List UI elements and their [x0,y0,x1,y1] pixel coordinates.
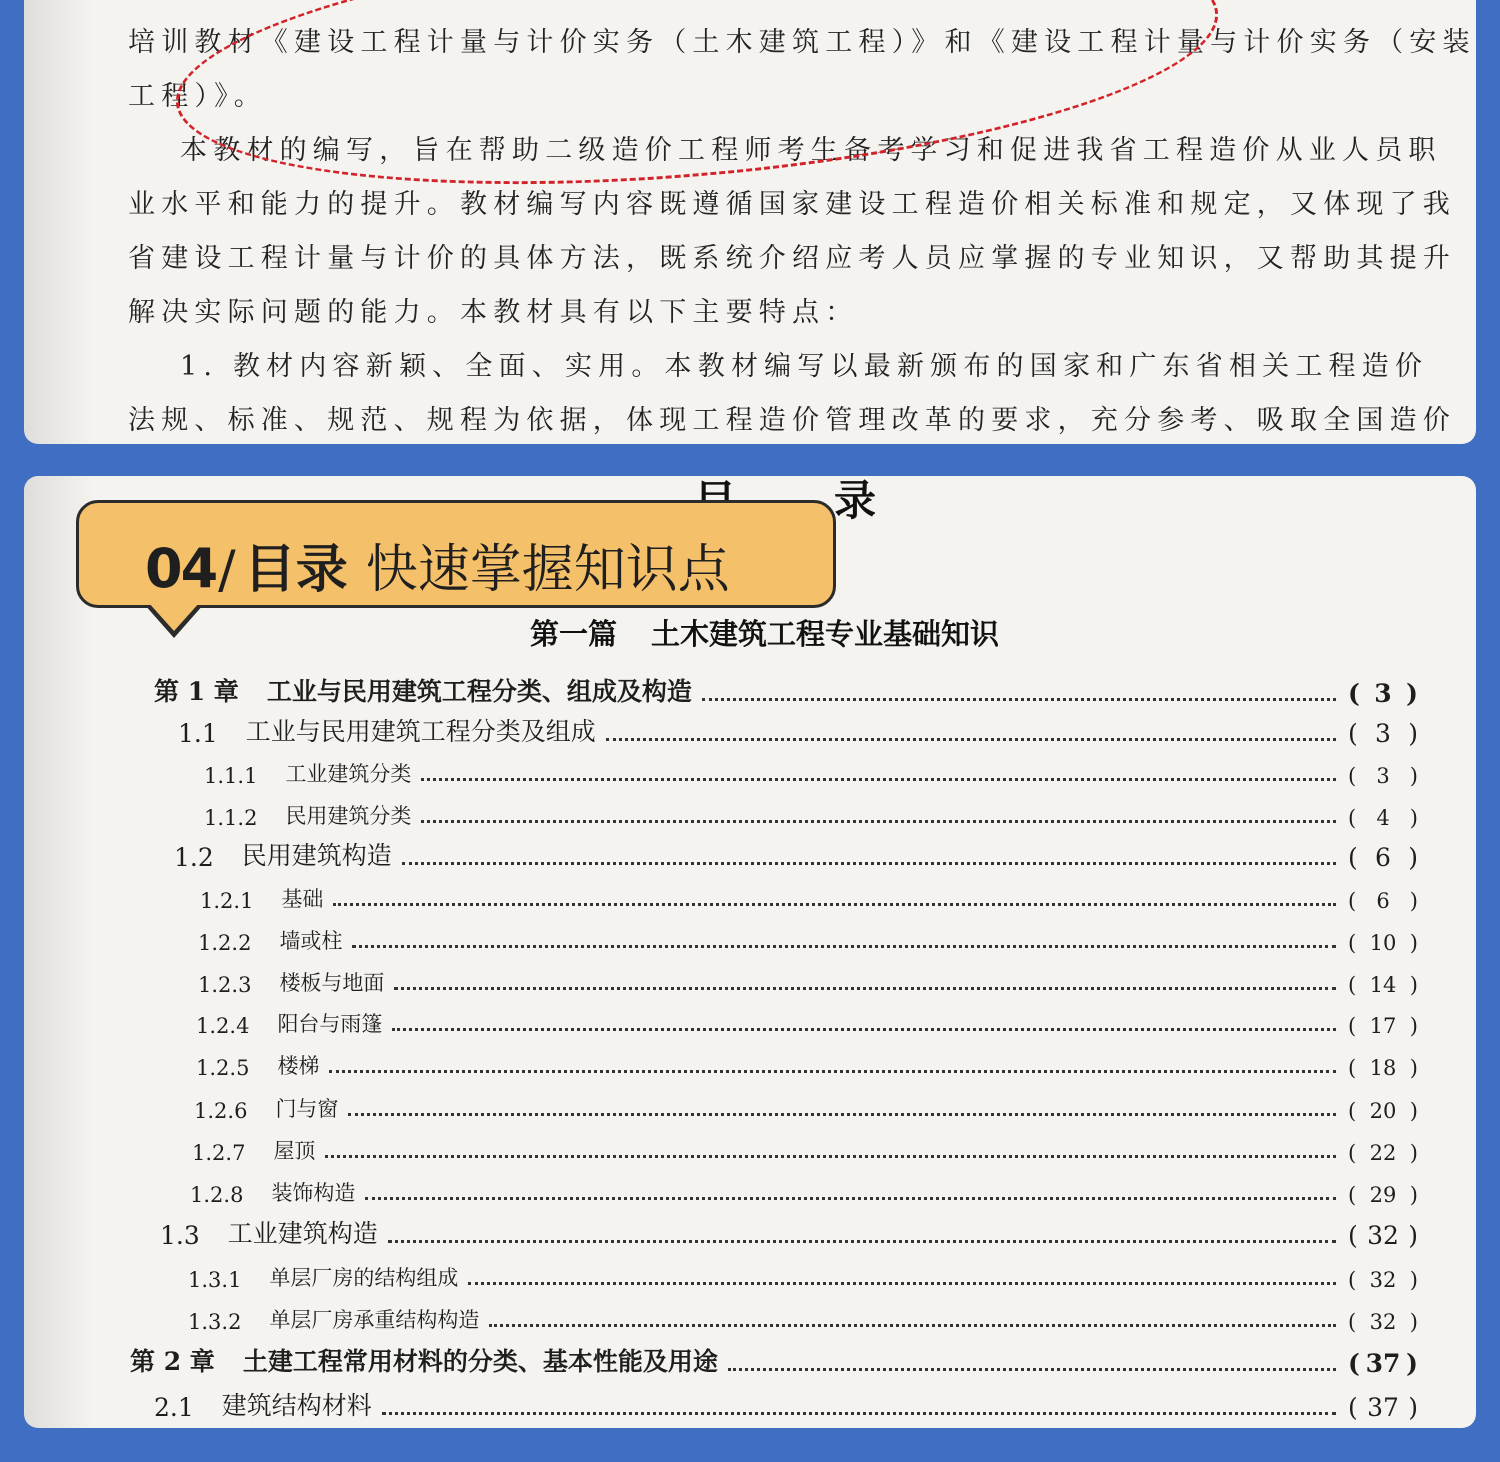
toc-leader-dots [606,738,1336,741]
preface-line: 业水平和能力的提升。教材编写内容既遵循国家建设工程造价相关标准和规定，又体现了我 [128,189,1456,220]
toc-entry-page [1348,1014,1418,1038]
toc-entry-number: 第 1 章 [154,677,239,706]
toc-entry-number: 1.2.8 [190,1183,244,1207]
toc-entry [188,1298,1418,1334]
toc-entry-page [1348,1221,1418,1250]
toc-leader-dots [421,778,1336,781]
badge-number: 04 [145,537,217,600]
toc-leader-dots [325,1155,1336,1158]
paren: ) [1409,1014,1418,1038]
toc-entry-title: 工业建筑构造 [227,1219,378,1248]
paren: ( [1348,1349,1360,1378]
toc-entry-number: 1.2.7 [192,1141,246,1165]
toc-entry-title: 工业建筑分类 [285,762,412,786]
toc-entry-page [1348,719,1418,748]
toc-entry-page [1348,1310,1418,1334]
toc-leader-dots [388,1240,1336,1243]
toc-entry [198,919,1418,955]
paren: ) [1409,764,1418,788]
preface-line: 省建设工程计量与计价的具体方法，既系统介绍应考人员应掌握的专业知识，又帮助其提升 [128,243,1456,274]
toc-entry [200,877,1418,913]
preface-line: 本教材的编写，旨在帮助二级造价工程师考生备考学习和促进我省工程造价从业人员职 [180,135,1442,166]
toc-page-number: 3 [1375,719,1391,748]
part-name: 土木建筑工程专业基础知识 [651,617,1000,651]
part-title [530,612,999,653]
toc-entry-title: 土建工程常用材料的分类、基本性能及用途 [242,1347,718,1376]
toc-entry-page [1348,1268,1418,1292]
paren: ) [1406,1349,1418,1378]
paren: ( [1348,719,1358,748]
part-number: 第一篇 [530,617,618,651]
toc-leader-dots [382,1412,1336,1415]
toc-entry-page [1348,806,1418,830]
paren: ( [1348,843,1358,872]
toc-leader-dots [402,862,1336,865]
paren: ) [1409,889,1418,913]
paren: ( [1348,1393,1358,1422]
toc-entry-number: 1.3.2 [188,1310,242,1334]
paren: ) [1409,1183,1418,1207]
toc-page-number: 4 [1376,806,1390,830]
paren: ) [1408,1393,1418,1422]
toc-page-number: 3 [1374,679,1392,708]
paren: ( [1348,889,1357,913]
badge-slash: / [218,540,236,600]
badge-label [145,527,730,602]
toc-page-number: 3 [1376,764,1390,788]
toc-entry-title: 单层厂房承重结构构造 [269,1308,480,1332]
toc-page-number: 22 [1369,1141,1397,1165]
toc-heading-char: 录 [834,476,877,525]
page-shadow [24,476,94,1428]
toc-entry-number: 1.3 [160,1221,200,1250]
toc-page-number: 10 [1369,931,1397,955]
toc-page-number: 32 [1369,1268,1397,1292]
paren: ) [1409,1141,1418,1165]
preface-line: 法规、标准、规范、规程为依据，体现工程造价管理改革的要求，充分参考、吸取全国造价 [128,405,1456,436]
toc-entry [204,794,1418,830]
toc-page-number: 37 [1365,1349,1401,1378]
paren: ( [1348,931,1357,955]
toc-entry [192,1129,1418,1165]
toc-entry-page [1348,679,1418,708]
toc-entry-number: 1.2.5 [196,1056,250,1080]
toc-entry-page [1348,931,1418,955]
toc-entry-number: 第 2 章 [130,1347,215,1376]
toc-entry-title: 门与窗 [275,1097,339,1121]
paren: ( [1348,1183,1357,1207]
paren: ( [1348,1141,1357,1165]
paren: ) [1408,843,1418,872]
toc-entry [194,1087,1418,1123]
toc-entry-page [1348,843,1418,872]
toc-leader-dots [392,1028,1336,1031]
toc-entry-page [1348,764,1418,788]
toc-entry-number: 1.3.1 [188,1268,242,1292]
toc-page-number: 32 [1369,1310,1397,1334]
toc-leader-dots [348,1113,1336,1116]
toc-entry-title: 单层厂房的结构组成 [269,1266,459,1290]
toc-entry-title: 屋顶 [273,1139,316,1163]
toc-entry-title: 楼梯 [277,1054,320,1078]
paren: ( [1348,1056,1357,1080]
toc-entry-title: 阳台与雨篷 [277,1012,383,1036]
badge-title: 目录 [243,540,348,600]
paren: ) [1409,1056,1418,1080]
paren: ) [1408,719,1418,748]
preface-page [24,0,1476,444]
toc-entry [160,1214,1418,1250]
toc-entry-page [1348,1056,1418,1080]
paren: ( [1348,973,1357,997]
paren: ( [1348,1014,1357,1038]
toc-entry-number: 1.2.6 [194,1099,248,1123]
toc-entry-number: 1.1.2 [204,806,258,830]
paren: ) [1406,679,1418,708]
toc-entry [174,836,1418,872]
paren: ( [1348,679,1360,708]
badge-subtitle: 快速掌握知识点 [365,540,730,600]
toc-entry [198,961,1418,997]
toc-entry-title: 工业与民用建筑工程分类、组成及构造 [266,677,692,706]
paren: ) [1409,1268,1418,1292]
toc-entry-page [1348,1349,1418,1378]
toc-entry-number: 1.2.1 [200,889,254,913]
paren: ( [1348,1268,1357,1292]
toc-entry-number: 1.2.4 [196,1014,250,1038]
toc-entry [196,1044,1418,1080]
preface-line: 培训教材《建设工程计量与计价实务（土木建筑工程）》和《建设工程计量与计价实务（安装 [128,27,1476,58]
toc-entry-number: 1.1.1 [204,764,258,788]
paren: ) [1409,1310,1418,1334]
toc-page-number: 6 [1376,889,1390,913]
toc-page-number: 6 [1375,843,1391,872]
toc-entry-number: 1.2.3 [198,973,252,997]
toc-page [24,476,1476,1428]
toc-page-number: 29 [1369,1183,1397,1207]
toc-entry-page [1348,1141,1418,1165]
section-badge [76,500,836,608]
toc-leader-dots [728,1368,1336,1371]
toc-page-number: 37 [1367,1393,1399,1422]
paren: ( [1348,1221,1358,1250]
paren: ( [1348,806,1357,830]
toc-entry-page [1348,973,1418,997]
toc-leader-dots [365,1197,1336,1200]
preface-line: 解决实际问题的能力。本教材具有以下主要特点： [128,297,859,328]
toc-page-number: 32 [1367,1221,1399,1250]
paren: ) [1409,1099,1418,1123]
toc-entry-page [1348,1099,1418,1123]
toc-entry-title: 楼板与地面 [279,971,385,995]
toc-entry-title: 装饰构造 [271,1181,356,1205]
toc-entry-number: 1.2 [174,843,214,872]
toc-page-number: 17 [1369,1014,1397,1038]
toc-entry [190,1171,1418,1207]
toc-entry [154,1386,1418,1422]
toc-entry [188,1256,1418,1292]
toc-entry-number: 1.2.2 [198,931,252,955]
badge-pointer-fill [148,602,200,631]
toc-leader-dots [394,987,1336,990]
toc-page-number: 20 [1369,1099,1397,1123]
toc-leader-dots [702,698,1336,701]
toc-entry [178,712,1418,748]
toc-entry-number: 1.1 [178,719,218,748]
toc-entry-title: 基础 [281,887,324,911]
toc-entry-page [1348,889,1418,913]
paren: ) [1408,1221,1418,1250]
toc-leader-dots [333,903,1336,906]
toc-entry-title: 民用建筑分类 [285,804,412,828]
page-shadow [24,0,94,444]
toc-entry-page [1348,1183,1418,1207]
paren: ( [1348,1310,1357,1334]
toc-page-number: 14 [1369,973,1397,997]
toc-entry-title: 墙或柱 [279,929,343,953]
preface-line: 工程）》。 [128,81,267,112]
toc-entry-title: 民用建筑构造 [241,841,392,870]
toc-entry [154,672,1418,708]
toc-leader-dots [489,1324,1336,1327]
paren: ( [1348,1099,1357,1123]
toc-entry-page [1348,1393,1418,1422]
toc-leader-dots [468,1282,1336,1285]
toc-leader-dots [352,945,1336,948]
toc-entry [204,752,1418,788]
toc-entry-number: 2.1 [154,1393,194,1422]
toc-entry-title: 工业与民用建筑工程分类及组成 [245,717,596,746]
toc-entry-title: 建筑结构材料 [221,1391,372,1420]
toc-entry [196,1002,1418,1038]
paren: ) [1409,973,1418,997]
toc-entry [130,1342,1418,1378]
toc-page-number: 18 [1369,1056,1397,1080]
preface-line: 1. 教材内容新颖、全面、实用。本教材编写以最新颁布的国家和广东省相关工程造价 [180,351,1429,382]
toc-leader-dots [329,1070,1336,1073]
paren: ) [1409,806,1418,830]
toc-leader-dots [421,820,1336,823]
paren: ) [1409,931,1418,955]
paren: ( [1348,764,1357,788]
